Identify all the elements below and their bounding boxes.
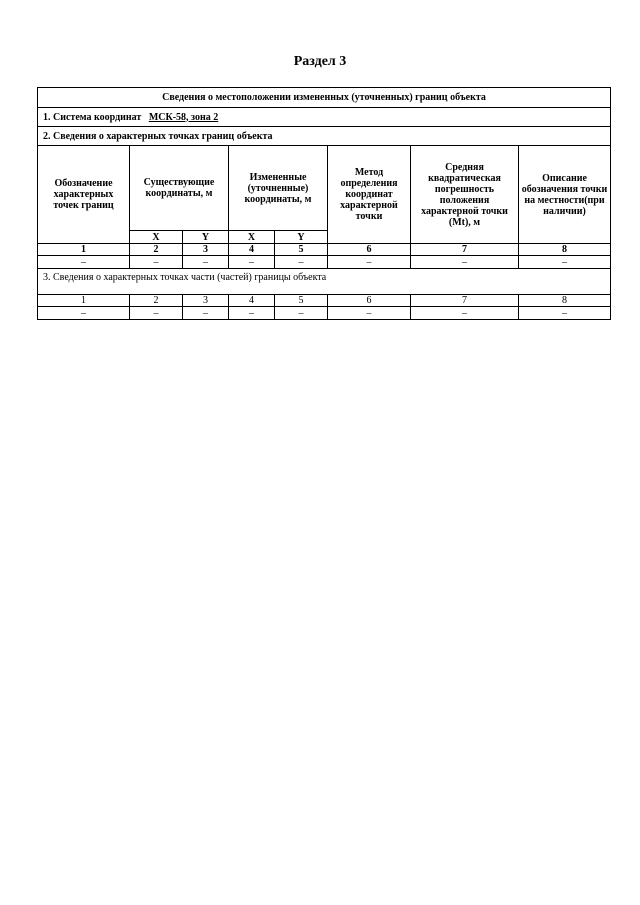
coord-system-label: 1. Система координат xyxy=(43,111,142,123)
section3-number-row xyxy=(38,295,611,307)
col-number: 2 xyxy=(130,244,183,256)
table-cell: – xyxy=(328,307,411,320)
col-number: 5 xyxy=(275,244,328,256)
header-accuracy: Средняя квадратическая погрешность положения характерной точки (Mt), м xyxy=(411,146,519,244)
table-cell: – xyxy=(38,307,130,320)
col-number: 6 xyxy=(328,295,411,307)
table-cell: – xyxy=(275,256,328,269)
section-title: Раздел 3 xyxy=(293,54,347,69)
table-cell: – xyxy=(275,307,328,320)
col-number: 5 xyxy=(275,295,328,307)
col-number: 2 xyxy=(130,295,183,307)
col-number: 3 xyxy=(183,244,229,256)
col-number: 7 xyxy=(411,244,519,256)
col-number: 6 xyxy=(328,244,411,256)
col-number: 1 xyxy=(38,295,130,307)
header-changed-y: Y xyxy=(275,231,328,244)
section3-title: 3. Сведения о характерных точках части (частей) границы объекта xyxy=(38,269,611,295)
table-cell: – xyxy=(229,256,275,269)
table-row xyxy=(38,256,611,269)
coord-system-row xyxy=(38,108,611,127)
table-cell: – xyxy=(411,307,519,320)
table-cell: – xyxy=(229,307,275,320)
col-number: 4 xyxy=(229,244,275,256)
header-changed-x: X xyxy=(229,231,275,244)
header-changed-coords: Измененные (уточненные) координаты, м xyxy=(229,146,328,231)
table-cell: – xyxy=(130,256,183,269)
col-number: 8 xyxy=(519,295,611,307)
table-cell: – xyxy=(328,256,411,269)
header-existing-x: X xyxy=(130,231,183,244)
table-cell: – xyxy=(183,307,229,320)
header-existing-y: Y xyxy=(183,231,229,244)
boundary-points-table xyxy=(37,87,611,320)
table-cell: – xyxy=(519,307,611,320)
col-number: 3 xyxy=(183,295,229,307)
table-row xyxy=(38,307,611,320)
table-cell: – xyxy=(38,256,130,269)
header-description: Описание обозначения точки на местности(при наличии) xyxy=(519,146,611,244)
table-cell: – xyxy=(183,256,229,269)
table-title: Сведения о местоположении измененных (уточненных) границ объекта xyxy=(38,88,611,108)
column-number-row xyxy=(38,244,611,256)
col-number: 1 xyxy=(38,244,130,256)
header-method: Метод определения координат характерной точки xyxy=(328,146,411,244)
table-cell: – xyxy=(519,256,611,269)
header-existing-coords: Существующие координаты, м xyxy=(130,146,229,231)
table-cell: – xyxy=(130,307,183,320)
coord-system-value: МСК-58, зона 2 xyxy=(148,111,219,123)
col-number: 7 xyxy=(411,295,519,307)
col-number: 8 xyxy=(519,244,611,256)
table-cell: – xyxy=(411,256,519,269)
header-designation: Обозначение характерных точек границ xyxy=(38,146,130,244)
col-number: 4 xyxy=(229,295,275,307)
section2-title: 2. Сведения о характерных точках границ объекта xyxy=(38,127,611,146)
